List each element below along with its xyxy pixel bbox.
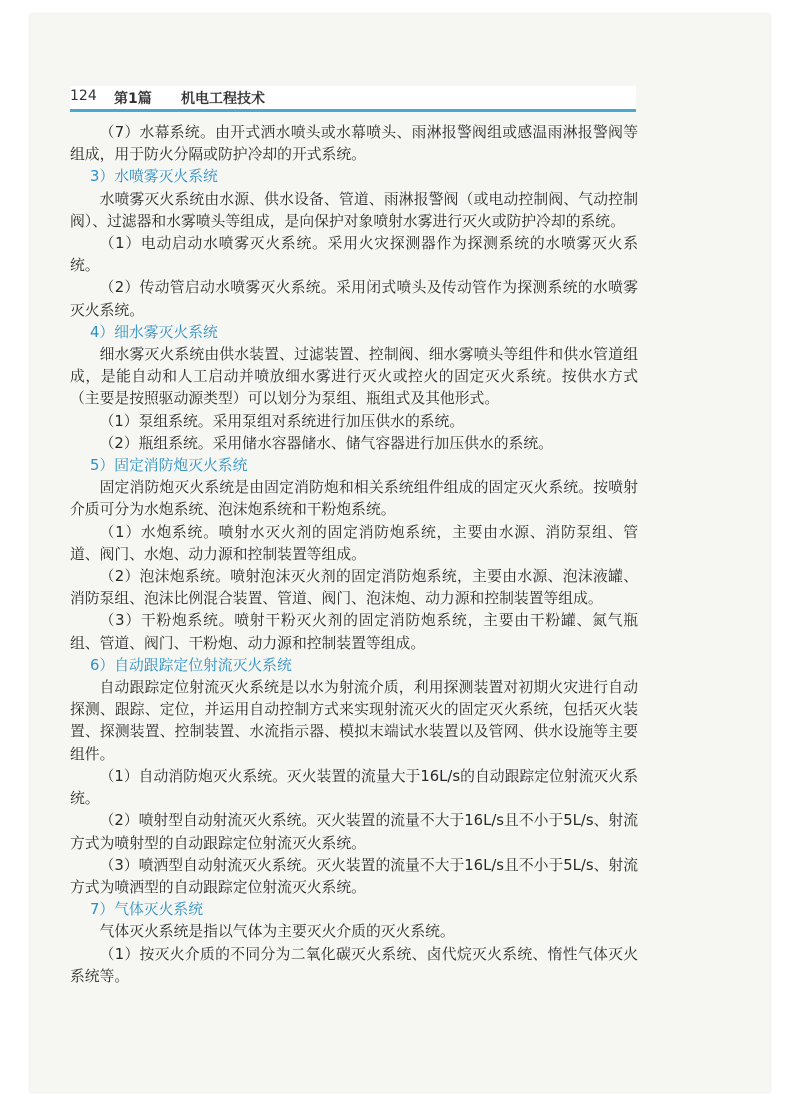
paragraph: （1）电动启动水喷雾灭火系统。采用火灾探测器作为探测系统的水喷雾灭火系统。 (70, 235, 638, 275)
paragraph: （2）传动管启动水喷雾灭火系统。采用闭式喷头及传动管作为探测系统的水喷雾灭火系统。 (70, 279, 638, 319)
paragraph: 水喷雾灭火系统由水源、供水设备、管道、雨淋报警阀（或电动控制阀、气动控制阀）、过滤器和水雾喷头等组成，是向保护对象喷射水雾进行灭火或防护冷却的系统。 (70, 190, 638, 230)
paragraph: 细水雾灭火系统由供水装置、过滤装置、控制阀、细水雾喷头等组件和供水管道组成，是能自动和人工启动并喷放细水雾进行灭火或控火的固定灭火系统。按供水方式（主要是按照驱动源类型）可以划分为泵组、瓶组式及其他形式。 (70, 346, 638, 408)
paragraph: （2）瓶组系统。采用储水容器储水、储气容器进行加压供水的系统。 (99, 434, 553, 452)
section-heading: 3）水喷雾灭火系统 (90, 168, 218, 186)
part-label: 第1篇 (114, 91, 152, 107)
section-heading: 5）固定消防炮灭火系统 (90, 457, 248, 475)
paragraph: （1）泵组系统。采用泵组对系统进行加压供水的系统。 (99, 412, 465, 430)
section-heading: 7）气体灭火系统 (90, 901, 203, 919)
page-header (70, 86, 636, 112)
paragraph: （3）喷洒型自动射流灭火系统。灭火装置的流量不大于16L/s且不小于5L/s、射流方式为喷洒型的自动跟踪定位射流灭火系统。 (70, 856, 638, 896)
paragraph: （2）泡沫炮系统。喷射泡沫灭火剂的固定消防炮系统，主要由水源、泡沫液罐、消防泵组、泡沫比例混合装置、管道、阀门、泡沫炮、动力源和控制装置等组成。 (70, 568, 638, 608)
section-heading: 6）自动跟踪定位射流灭火系统 (90, 656, 292, 674)
section-heading: 4）细水雾灭火系统 (90, 323, 218, 341)
part-title: 机电工程技术 (181, 91, 265, 107)
page-number: 124 (70, 88, 97, 104)
paragraph: 气体灭火系统是指以气体为主要灭火介质的灭火系统。 (99, 923, 455, 941)
header-rule (70, 109, 636, 112)
body-text (70, 122, 638, 988)
paragraph: （1）按灭火介质的不同分为二氧化碳灭火系统、卤代烷灭火系统、惰性气体灭火系统等。 (70, 945, 638, 985)
paragraph: 自动跟踪定位射流灭火系统是以水为射流介质，利用探测装置对初期火灾进行自动探测、跟踪、定位，并运用自动控制方式来实现射流灭火的固定灭火系统，包括灭火装置、探测装置、控制装置、水流指示器、模拟末端试水装置以及管网、供水设施等主要组件。 (70, 679, 638, 763)
paragraph: （2）喷射型自动射流灭火系统。灭火装置的流量不大于16L/s且不小于5L/s、射流方式为喷射型的自动跟踪定位射流灭火系统。 (70, 812, 638, 852)
paragraph: 固定消防炮灭火系统是由固定消防炮和相关系统组件组成的固定灭火系统。按喷射介质可分为水炮系统、泡沫炮系统和干粉炮系统。 (70, 479, 638, 519)
paragraph: （3）干粉炮系统。喷射干粉灭火剂的固定消防炮系统，主要由干粉罐、氮气瓶组、管道、阀门、干粉炮、动力源和控制装置等组成。 (70, 612, 638, 652)
paragraph: （7）水幕系统。由开式洒水喷头或水幕喷头、雨淋报警阀组或感温雨淋报警阀等组成，用于防火分隔或防护冷却的开式系统。 (70, 124, 638, 164)
paragraph: （1）水炮系统。喷射水灭火剂的固定消防炮系统，主要由水源、消防泵组、管道、阀门、水炮、动力源和控制装置等组成。 (70, 523, 638, 563)
paragraph: （1）自动消防炮灭火系统。灭火装置的流量大于16L/s的自动跟踪定位射流灭火系统。 (70, 767, 638, 808)
